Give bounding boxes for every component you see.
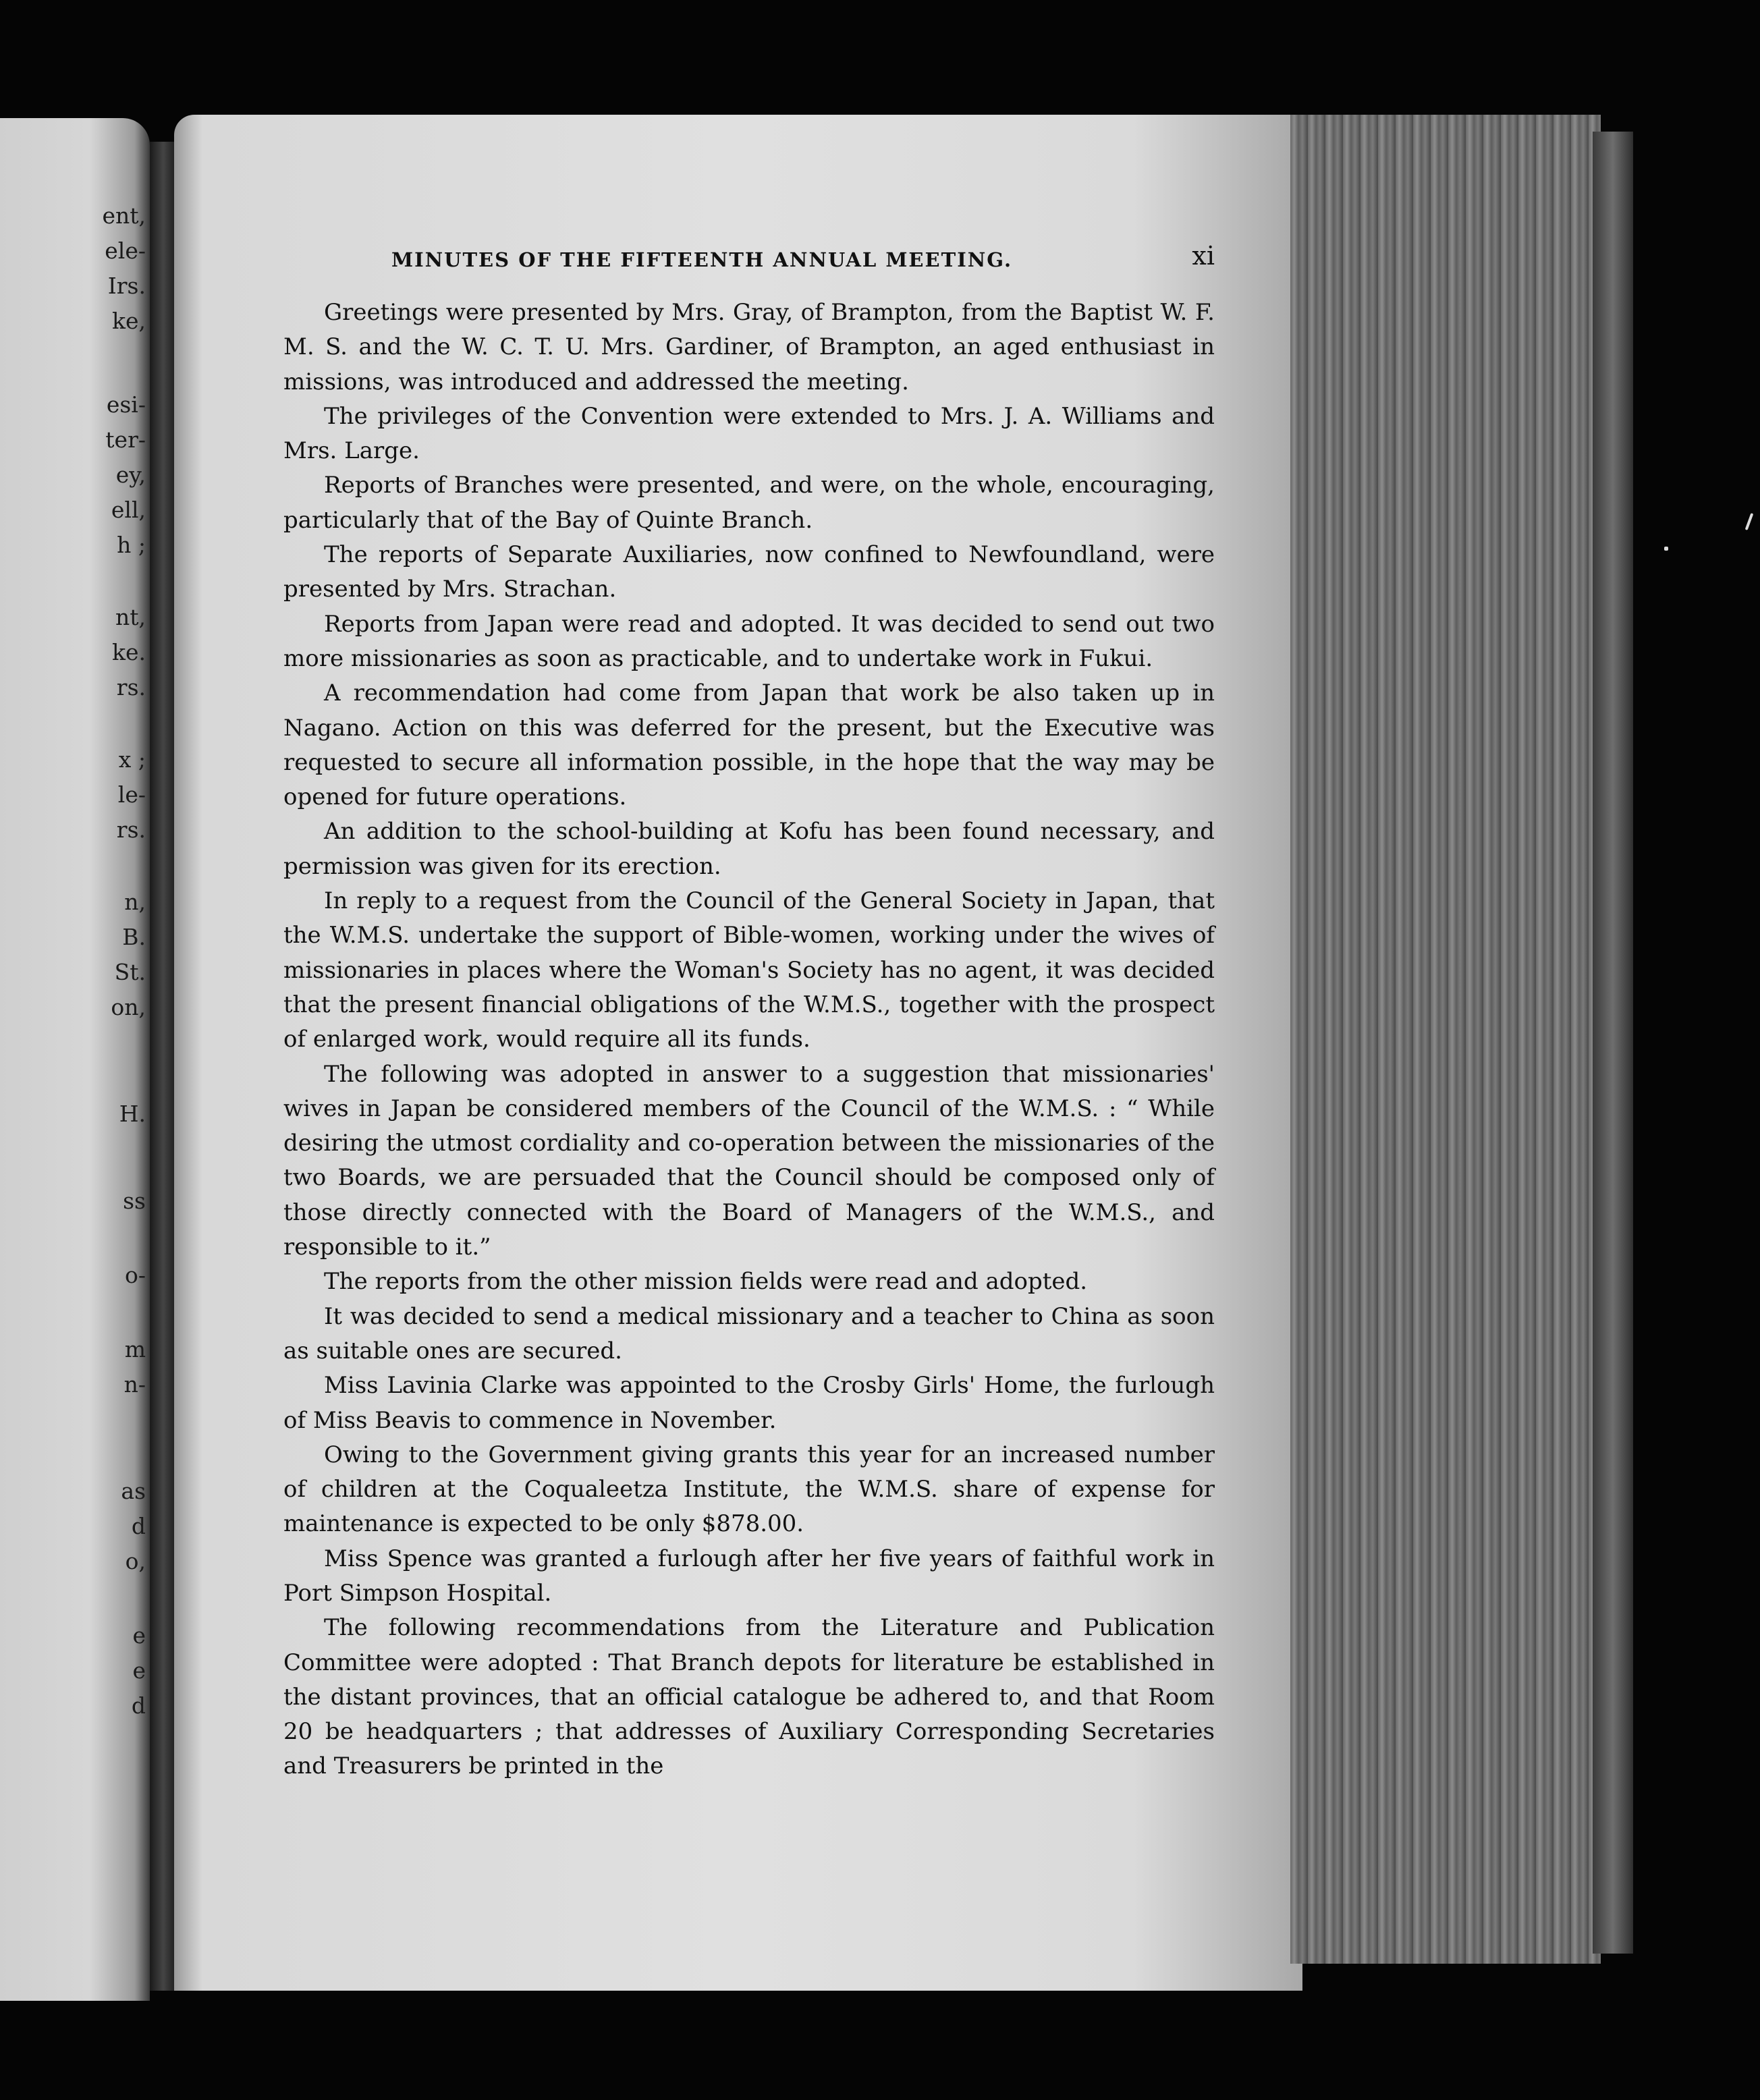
left-page-text-fragment: n,: [124, 889, 146, 915]
left-page-text-fragment: H.: [119, 1101, 146, 1127]
left-page-text-fragment: Irs.: [107, 273, 146, 299]
left-page-text-fragment: ey,: [115, 462, 146, 488]
left-page-text-fragment: d: [131, 1513, 146, 1539]
left-page-text-fragment: m: [124, 1336, 146, 1362]
paragraph: A recommendation had come from Japan that work be also taken up in Nagano. Action on this was deferred for the present, but the Executive was requested to secure all information possible, in the hope that the way may be opened for future operations.: [283, 680, 1215, 811]
paragraph: Reports of Branches were presented, and were, on the whole, encouraging, particularly that of the Bay of Quinte Branch.: [283, 472, 1215, 534]
paragraph: The reports from the other mission fields were read and adopted.: [324, 1268, 1088, 1296]
left-page-text-fragment: as: [121, 1478, 146, 1504]
paragraph: Greetings were presented by Mrs. Gray, of Brampton, from the Baptist W. F. M. S. and the W. C. T. U. Mrs. Gardiner, of Brampton, an aged enthusiast in missions, was introduced and addressed the meeting.: [283, 299, 1215, 395]
left-page-text-fragment: d: [131, 1692, 146, 1719]
paragraph: Owing to the Government giving grants this year for an increased number of children at the Coqualeetza Institute, the W.M.S. share of expense for maintenance is expected to be only $878.00.: [283, 1441, 1215, 1538]
paragraph: In reply to a request from the Council of the General Society in Japan, that the W.M.S. undertake the support of Bible-women, working under the wives of missionaries in places where the Woman's Society has no agent, it was decided that the present financial obligations of the W.M.S., together with the prospect of enlarged work, would require all its funds.: [283, 887, 1215, 1053]
paragraph: The following recommendations from the Literature and Publication Committee were adopted : That Branch depots for literature be established in the distant provinces, that an official catalogue be adhered to, and that Room 20 be headquarters ; that addresses of Auxiliary Corresponding Secretaries and Treasurers be printed in the: [283, 1614, 1215, 1780]
left-page-text-fragment: ent,: [102, 202, 146, 229]
book-cover-edge: [1593, 132, 1633, 1954]
left-page: [0, 118, 150, 2001]
left-page-text-fragment: ele-: [105, 238, 146, 264]
page-edges: [1290, 115, 1601, 1964]
running-head-title: MINUTES OF THE FIFTEENTH ANNUAL MEETING.: [391, 248, 1013, 271]
stray-mark: [1745, 513, 1754, 530]
paragraph: Reports from Japan were read and adopted. It was decided to send out two more missionaries as soon as practicable, and to undertake work in Fukui.: [283, 610, 1215, 672]
left-page-text-fragment: e: [132, 1622, 146, 1649]
paragraph: An addition to the school-building at Kofu has been found necessary, and permission was given for its erection.: [283, 818, 1215, 880]
paragraph: The reports of Separate Auxiliaries, now confined to Newfoundland, were presented by Mrs. Strachan.: [283, 541, 1215, 603]
left-page-text-fragment: n-: [123, 1371, 146, 1398]
left-page-text-fragment: rs.: [116, 674, 146, 700]
paragraph: Miss Lavinia Clarke was appointed to the Crosby Girls' Home, the furlough of Miss Beavis to commence in November.: [283, 1372, 1215, 1434]
running-head: [283, 243, 1215, 283]
paragraph: The following was adopted in answer to a suggestion that missionaries' wives in Japan be considered members of the Council of the W.M.S. : “ While desiring the utmost cordiality and co-operation between the missionaries of the two Boards, we are persuaded that the Council should be composed only of those directly connected with the Board of Managers of the W.M.S., and responsible to it.”: [283, 1060, 1215, 1261]
left-page-text-fragment: o-: [124, 1262, 146, 1288]
left-page-text-fragment: ell,: [111, 497, 146, 523]
left-page-text-fragment: e: [132, 1657, 146, 1684]
paragraph: The privileges of the Convention were extended to Mrs. J. A. Williams and Mrs. Large.: [283, 402, 1215, 465]
page-number: xi: [1192, 241, 1215, 271]
left-page-text-fragment: rs.: [116, 817, 146, 843]
left-page-text-fragment: ke,: [111, 308, 146, 334]
left-page-text-fragment: le-: [117, 781, 146, 808]
left-page-text-fragment: esi-: [106, 391, 146, 418]
left-page-text-fragment: o,: [125, 1548, 146, 1574]
left-page-text-fragment: x ;: [118, 746, 146, 773]
book-gutter: [150, 142, 177, 1991]
left-page-text-fragment: ke.: [111, 639, 146, 665]
left-page-text-fragment: h ;: [117, 532, 146, 558]
left-page-text-fragment: ss: [123, 1188, 146, 1214]
left-page-text-fragment: ter-: [105, 426, 146, 453]
paragraph: Miss Spence was granted a furlough after her five years of faithful work in Port Simpson Hospital.: [283, 1545, 1215, 1607]
paragraph: It was decided to send a medical missionary and a teacher to China as soon as suitable ones are secured.: [283, 1302, 1215, 1364]
page-text: [283, 243, 1215, 1784]
stray-mark: [1664, 547, 1668, 551]
left-page-text-fragment: St.: [114, 959, 146, 985]
left-page-text-fragment: B.: [122, 924, 146, 950]
left-page-text-fragment: nt,: [115, 604, 146, 630]
left-page-text-fragment: on,: [111, 994, 146, 1020]
